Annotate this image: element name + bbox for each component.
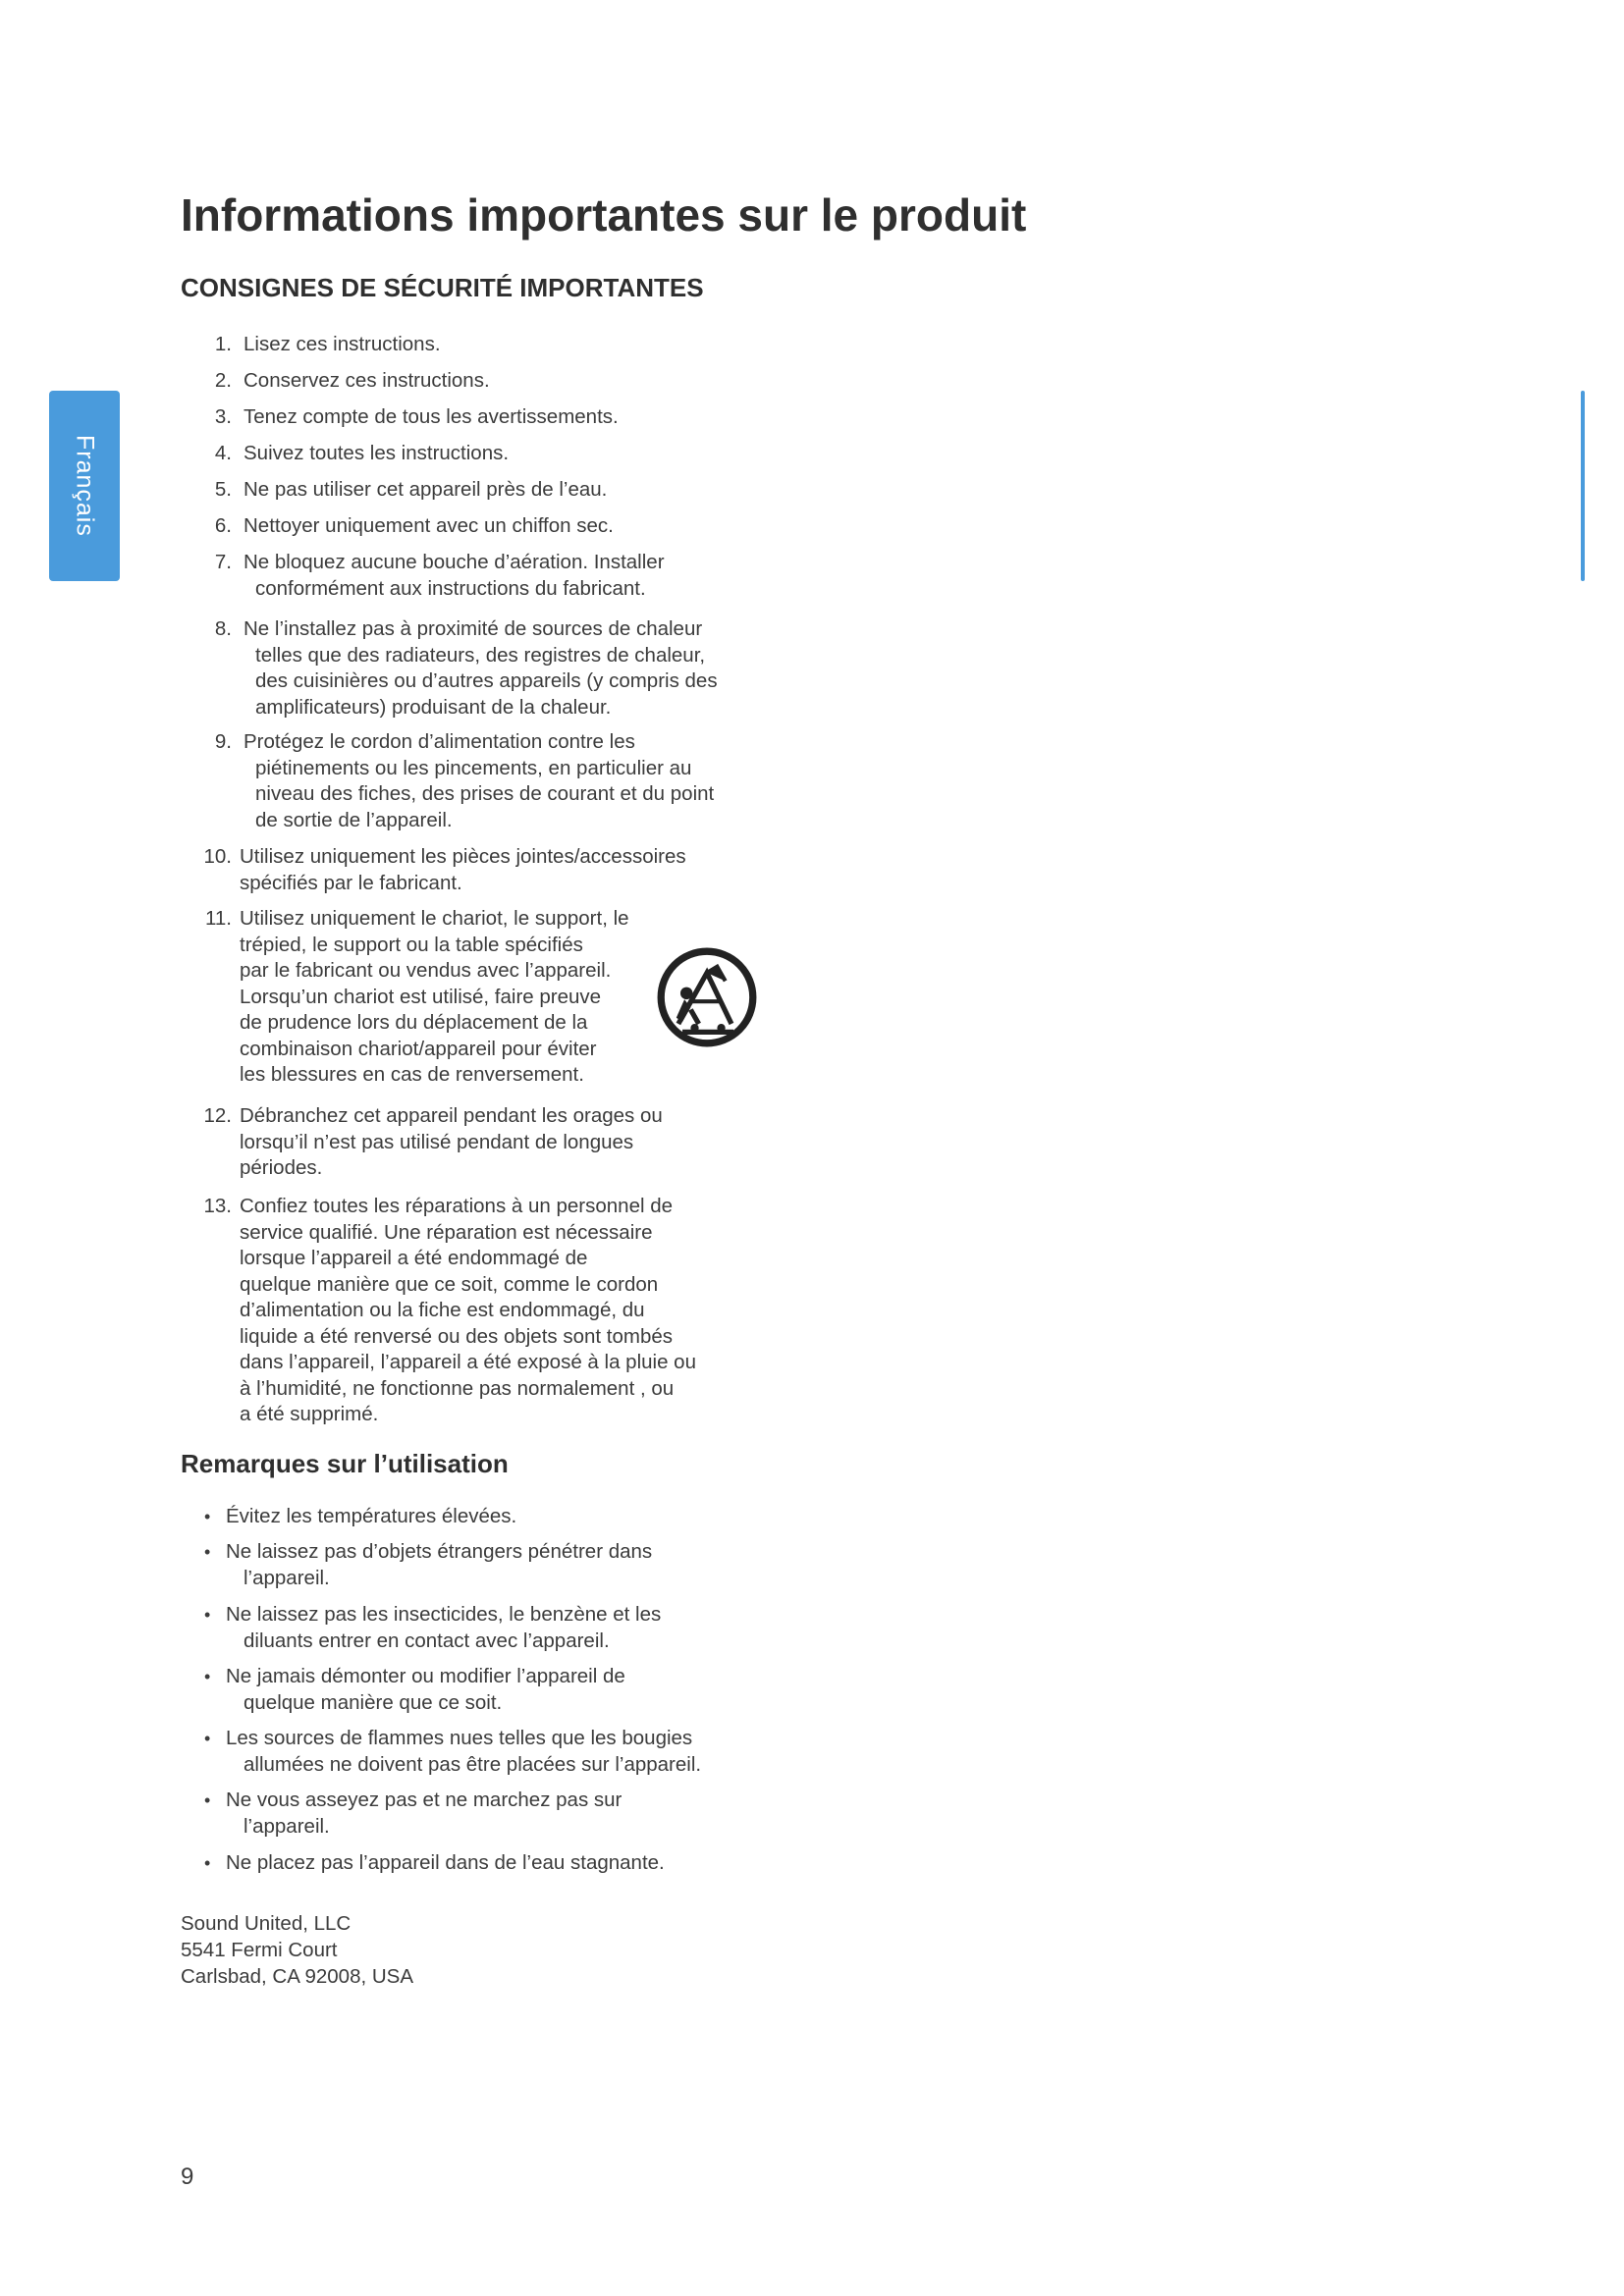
instruction-text (244, 616, 764, 721)
instruction-line: périodes. (240, 1156, 323, 1179)
usage-note-text (226, 1850, 776, 1877)
instruction-text (244, 441, 764, 467)
instruction-text (244, 729, 764, 833)
bullet-icon: • (204, 1605, 211, 1625)
bullet-icon: • (204, 1729, 211, 1748)
instruction-line: Suivez toutes les instructions. (244, 442, 510, 464)
instruction-line: combinaison chariot/appareil pour éviter (240, 1037, 597, 1060)
safety-instructions-heading: CONSIGNES DE SÉCURITÉ IMPORTANTES (181, 273, 704, 302)
usage-note-line: l’appareil. (244, 1566, 330, 1589)
usage-note-line: Ne laissez pas les insecticides, le benzène et les (226, 1603, 662, 1626)
instruction-number: 10. (203, 845, 232, 868)
company-address (181, 1910, 413, 1990)
instruction-line: liquide a été renversé ou des objets sont tombés (240, 1324, 674, 1348)
instruction-number: 3. (214, 405, 232, 428)
usage-note-line: diluants entrer en contact avec l’appareil. (244, 1629, 610, 1652)
usage-note-text (226, 1602, 776, 1654)
usage-note-text (226, 1664, 776, 1716)
instruction-line: a été supprimé. (240, 1403, 379, 1425)
usage-note-text (226, 1726, 776, 1778)
instruction-line: Ne bloquez aucune bouche d’aération. Installer (244, 551, 665, 573)
usage-note-line: quelque manière que ce soit. (244, 1690, 503, 1714)
instruction-text (240, 1194, 760, 1428)
instruction-line: Lorsqu’un chariot est utilisé, faire preuve (240, 985, 602, 1008)
instruction-line: Nettoyer uniquement avec un chiffon sec. (244, 514, 614, 537)
bullet-icon: • (204, 1853, 211, 1873)
page-title: Informations importantes sur le produit (181, 189, 1027, 240)
instruction-line: dans l’appareil, l’appareil a été exposé à la pluie ou (240, 1351, 696, 1373)
language-tab[interactable] (49, 391, 120, 581)
usage-note-line: l’appareil. (244, 1814, 330, 1838)
bullet-icon: • (204, 1542, 211, 1562)
address-line-2: 5541 Fermi Court (181, 1939, 338, 1961)
usage-note-line: Ne jamais démonter ou modifier l’appareil de (226, 1665, 625, 1687)
instruction-line: des cuisinières ou d’autres appareils (y compris des (255, 669, 718, 692)
instruction-number: 6. (214, 514, 232, 537)
instruction-text (244, 550, 764, 602)
instruction-line: Confiez toutes les réparations à un personnel de (240, 1195, 674, 1217)
usage-note-text (226, 1539, 776, 1591)
instruction-line: de prudence lors du déplacement de la (240, 1011, 588, 1034)
instruction-line: Tenez compte de tous les avertissements. (244, 405, 619, 428)
bullet-icon: • (204, 1667, 211, 1686)
instruction-text (244, 332, 764, 358)
instruction-line: trépied, le support ou la table spécifiés (240, 933, 583, 956)
instruction-line: service qualifié. Une réparation est nécessaire (240, 1220, 653, 1244)
instruction-line: de sortie de l’appareil. (255, 808, 453, 831)
usage-note-line: Ne vous asseyez pas et ne marchez pas sur (226, 1789, 623, 1811)
instruction-number: 9. (214, 730, 232, 753)
instruction-line: piétinements ou les pincements, en particulier au (255, 756, 692, 779)
instruction-line: lorsqu’il n’est pas utilisé pendant de longues (240, 1130, 634, 1153)
instruction-line: Utilisez uniquement le chariot, le support, le (240, 907, 629, 930)
page-number: 9 (181, 2163, 194, 2190)
cart-tip-over-warning-icon (656, 946, 758, 1048)
instruction-line: Protégez le cordon d’alimentation contre les (244, 730, 635, 753)
instruction-text (244, 477, 764, 504)
instruction-text (244, 368, 764, 395)
instruction-line: niveau des fiches, des prises de courant et du point (255, 782, 715, 805)
instruction-number: 4. (214, 442, 232, 464)
instruction-line: d’alimentation ou la fiche est endommagé, du (240, 1299, 645, 1321)
instruction-text (240, 1103, 760, 1182)
instruction-line: quelque manière que ce soit, comme le cordon (240, 1272, 659, 1296)
usage-note-line: Évitez les températures élevées. (226, 1505, 517, 1527)
instruction-line: à l’humidité, ne fonctionne pas normalement , ou (240, 1376, 675, 1400)
instruction-line: Débranchez cet appareil pendant les orages ou (240, 1104, 663, 1127)
instruction-line: Ne l’installez pas à proximité de sources de chaleur (244, 617, 703, 640)
instruction-number: 2. (214, 369, 232, 392)
instruction-number: 7. (214, 551, 232, 573)
usage-notes-heading: Remarques sur l’utilisation (181, 1449, 509, 1478)
usage-note-line: Ne laissez pas d’objets étrangers pénétrer dans (226, 1540, 653, 1563)
instruction-line: amplificateurs) produisant de la chaleur. (255, 695, 612, 719)
bullet-icon: • (204, 1507, 211, 1526)
usage-note-line: allumées ne doivent pas être placées sur l’appareil. (244, 1752, 702, 1776)
address-line-1: Sound United, LLC (181, 1912, 352, 1935)
instruction-line: Ne pas utiliser cet appareil près de l’eau. (244, 478, 608, 501)
instruction-line: par le fabricant ou vendus avec l’appareil. (240, 959, 612, 982)
instruction-number: 1. (214, 333, 232, 355)
instruction-number: 8. (214, 617, 232, 640)
instruction-number: 12. (203, 1104, 232, 1127)
instruction-line: les blessures en cas de renversement. (240, 1063, 584, 1086)
instruction-text (244, 513, 764, 540)
instruction-line: lorsque l’appareil a été endommagé de (240, 1247, 588, 1269)
instruction-text (240, 844, 760, 896)
instruction-number: 5. (214, 478, 232, 501)
usage-note-text (226, 1788, 776, 1840)
instruction-number: 13. (203, 1195, 232, 1217)
usage-note-line: Les sources de flammes nues telles que les bougies (226, 1727, 693, 1749)
address-line-3: Carlsbad, CA 92008, USA (181, 1965, 414, 1988)
instruction-line: Conservez ces instructions. (244, 369, 490, 392)
language-tab-label: Français (71, 435, 99, 537)
instruction-line: conformément aux instructions du fabricant. (255, 576, 646, 600)
usage-note-text (226, 1504, 776, 1530)
instruction-line: Utilisez uniquement les pièces jointes/accessoires (240, 845, 686, 868)
instruction-number: 11. (205, 907, 232, 930)
instruction-line: spécifiés par le fabricant. (240, 871, 462, 894)
bullet-icon: • (204, 1790, 211, 1810)
instruction-text (244, 404, 764, 431)
usage-note-line: Ne placez pas l’appareil dans de l’eau stagnante. (226, 1851, 665, 1874)
right-edge-marker (1581, 391, 1585, 581)
instruction-line: telles que des radiateurs, des registres de chaleur, (255, 643, 706, 667)
instruction-line: Lisez ces instructions. (244, 333, 441, 355)
